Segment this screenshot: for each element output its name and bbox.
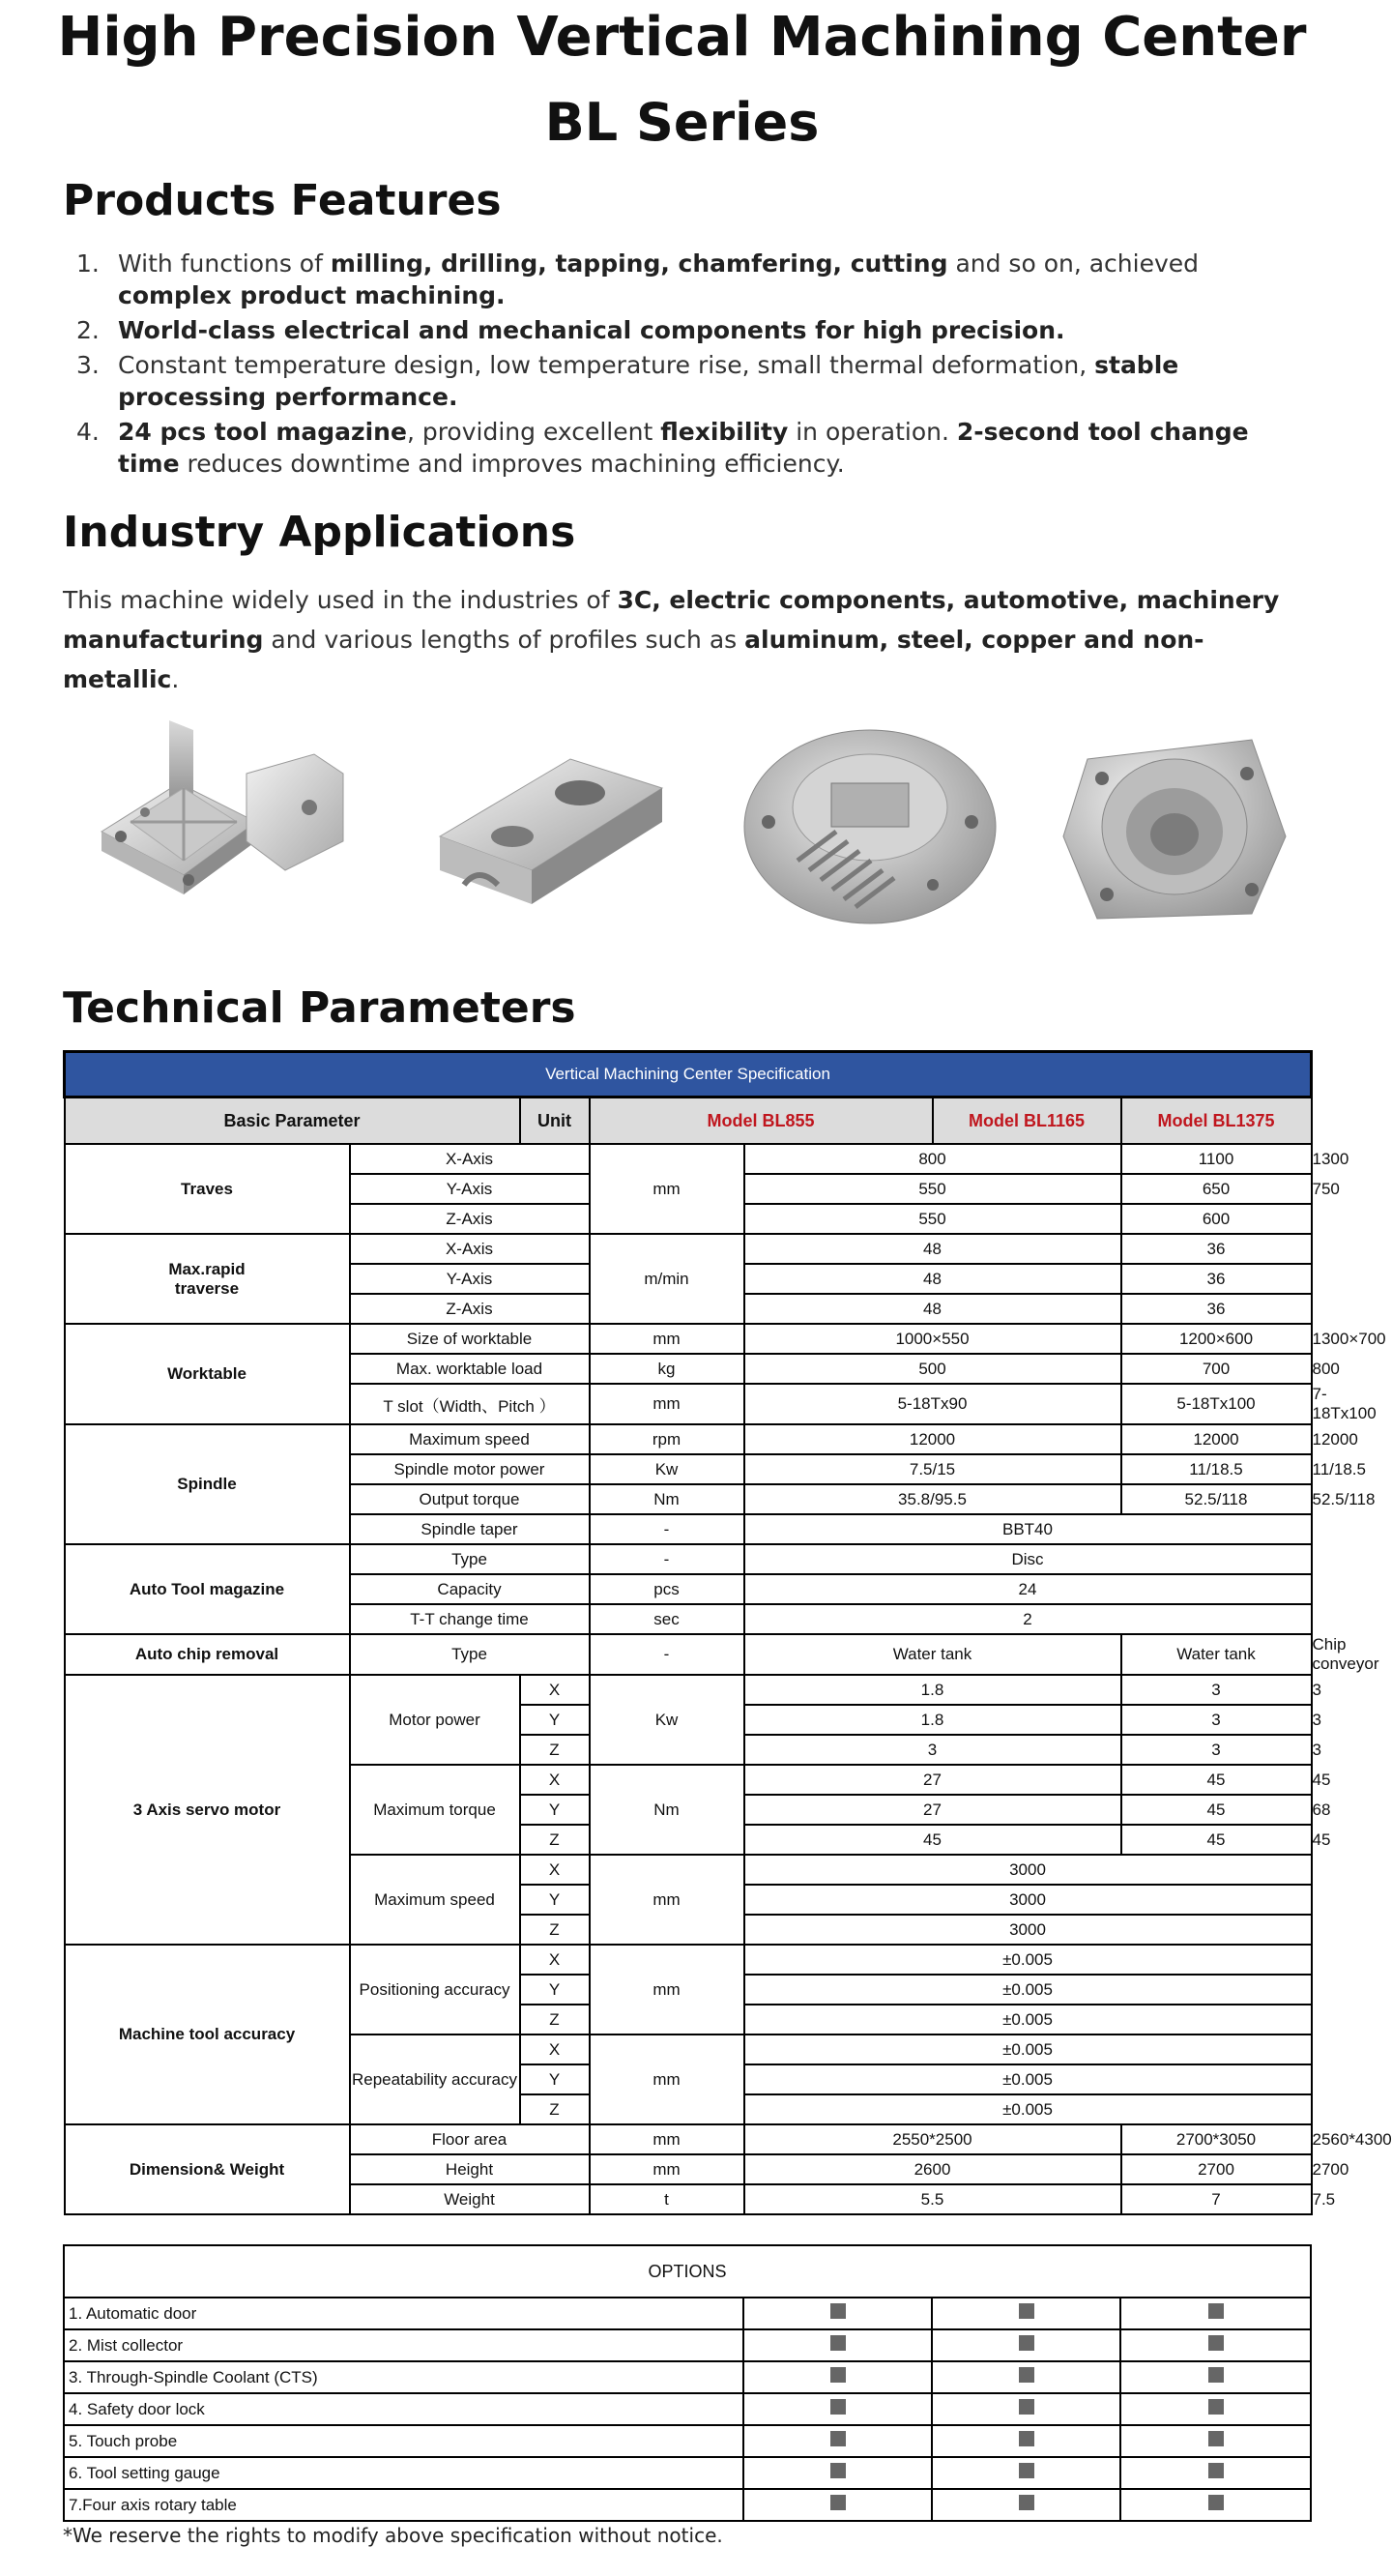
spec-value: Disc (744, 1544, 1312, 1574)
option-available-icon (830, 2431, 846, 2446)
spec-axis-label: Y (520, 1705, 590, 1735)
option-available-icon (1208, 2463, 1224, 2478)
spec-axis-label: X (520, 1945, 590, 1975)
applications-text-part: aluminum, steel, copper and non-metallic (63, 626, 1204, 693)
spec-row: Auto chip removal Type - Water tank Water tank Chip conveyor (65, 1634, 1312, 1675)
option-mark-cell (1120, 2298, 1311, 2329)
spec-unit: mm (590, 2154, 744, 2184)
feature-text: milling, drilling, tapping, chamfering, cutting (330, 249, 948, 278)
header-model: Model BL855 (590, 1098, 933, 1145)
spec-unit: - (590, 1634, 744, 1675)
spec-group-label: Auto chip removal (65, 1634, 350, 1675)
option-available-icon (1208, 2495, 1224, 2510)
spec-row: T slot（Width、Pitch ） mm 5-18Tx90 5-18Tx100 7-18Tx100 (65, 1384, 1312, 1424)
spec-value: 48 (744, 1234, 1121, 1264)
option-row (64, 2329, 1311, 2361)
header-basic-parameter: Basic Parameter (65, 1098, 520, 1145)
spec-table (63, 1050, 1392, 2215)
parts-gallery (0, 706, 1364, 938)
spec-row (65, 1945, 1312, 1975)
spec-group-label: Machine tool accuracy (65, 1945, 350, 2124)
spec-value: 1.8 (744, 1705, 1121, 1735)
spec-axis-label: X (520, 1675, 590, 1705)
spec-value: 3 (1121, 1705, 1312, 1735)
spec-sub-label: Y-Axis (350, 1174, 590, 1204)
option-row (64, 2489, 1311, 2521)
spec-sub-label: Maximum speed (350, 1424, 590, 1454)
option-mark-cell (1120, 2361, 1311, 2393)
spec-banner: Vertical Machining Center Specification (65, 1052, 1312, 1098)
spec-sub-label: Spindle motor power (350, 1454, 590, 1484)
spec-value: 27 (744, 1765, 1121, 1795)
spec-value: ±0.005 (744, 1975, 1312, 2005)
spec-unit: mm (590, 1144, 744, 1234)
spec-group-label: Worktable (65, 1324, 350, 1424)
header-unit: Unit (520, 1098, 590, 1145)
option-mark-cell (932, 2457, 1120, 2489)
features-list (63, 248, 1310, 483)
option-mark-cell (1120, 2457, 1311, 2489)
spec-axis-label: Z (520, 1915, 590, 1945)
option-available-icon (1208, 2303, 1224, 2319)
spec-sub-label: Repeatability accuracy (350, 2034, 520, 2124)
option-mark-cell (743, 2329, 932, 2361)
bracket-part-image (92, 716, 362, 933)
spec-row: Traves X-Axis mm 800 1100 1300 (65, 1144, 1312, 1174)
option-row (64, 2393, 1311, 2425)
applications-text-part: . (171, 665, 180, 693)
option-mark-cell (932, 2425, 1120, 2457)
spec-value: 45 (744, 1825, 1121, 1855)
features-heading: Products Features (63, 176, 502, 225)
spec-value: 2 (744, 1604, 1312, 1634)
option-available-icon (1208, 2335, 1224, 2351)
spec-value: 36 (1121, 1234, 1312, 1264)
spec-sub-label: Maximum speed (350, 1855, 520, 1945)
spec-row: Y-Axis 550 650 750 (65, 1174, 1312, 1204)
header-model: Model BL1165 (933, 1098, 1121, 1145)
option-available-icon (830, 2463, 846, 2478)
spec-sub-label: X-Axis (350, 1234, 590, 1264)
spec-sub-label: T slot（Width、Pitch ） (350, 1384, 590, 1424)
option-label: 3. Through-Spindle Coolant (CTS) (64, 2361, 743, 2393)
spec-value: 600 (1121, 1204, 1312, 1234)
spec-unit: - (590, 1544, 744, 1574)
spec-row: Dimension& Weight Floor area mm 2550*2500 2700*3050 2560*4300 (65, 2124, 1312, 2154)
technical-heading: Technical Parameters (63, 983, 576, 1033)
spec-row: Maximum torque X Nm 27 45 45 (65, 1765, 1312, 1795)
option-available-icon (830, 2399, 846, 2415)
page-title: High Precision Vertical Machining Center (57, 6, 1307, 69)
option-row (64, 2361, 1311, 2393)
spec-value: 3 (744, 1735, 1121, 1765)
spec-unit: - (590, 1514, 744, 1544)
spec-value: 550 (744, 1204, 1121, 1234)
option-available-icon (1019, 2463, 1034, 2478)
option-label: 2. Mist collector (64, 2329, 743, 2361)
spec-sub-label: X-Axis (350, 1144, 590, 1174)
option-available-icon (1019, 2367, 1034, 2383)
spec-value: ±0.005 (744, 2064, 1312, 2094)
spec-row: Height mm 2600 2700 2700 (65, 2154, 1312, 2184)
option-available-icon (1019, 2431, 1034, 2446)
spec-section (63, 1050, 1392, 2522)
feature-text: Constant temperature design, low temperature rise, small thermal deformation, (118, 351, 1095, 379)
applications-text (63, 580, 1310, 699)
spec-row: Max. worktable load kg 500 700 800 (65, 1354, 1312, 1384)
spec-axis-label: X (520, 2034, 590, 2064)
spec-group-label: Spindle (65, 1424, 350, 1544)
spec-sub-label: Motor power (350, 1675, 520, 1765)
option-row (64, 2425, 1311, 2457)
spec-sub-label: Positioning accuracy (350, 1945, 520, 2034)
spec-sub-label: Spindle taper (350, 1514, 590, 1544)
feature-text: With functions of (118, 249, 331, 278)
option-label: 5. Touch probe (64, 2425, 743, 2457)
option-mark-cell (932, 2489, 1120, 2521)
feature-text: stable processing performance. (118, 351, 1179, 411)
spec-axis-label: Z (520, 1735, 590, 1765)
feature-text: complex product machining. (118, 281, 506, 309)
spec-value: 3000 (744, 1855, 1312, 1885)
spec-group-label: Dimension& Weight (65, 2124, 350, 2214)
spec-unit: Nm (590, 1765, 744, 1855)
spec-sub-label: Height (350, 2154, 590, 2184)
applications-heading: Industry Applications (63, 508, 576, 557)
spec-group-label: Auto Tool magazine (65, 1544, 350, 1634)
spec-value: 52.5/118 (1121, 1484, 1312, 1514)
spec-sub-label: Size of worktable (350, 1324, 590, 1354)
header-model: Model BL1375 (1121, 1098, 1312, 1145)
spec-value: 2600 (744, 2154, 1121, 2184)
spec-value: 24 (744, 1574, 1312, 1604)
option-available-icon (830, 2335, 846, 2351)
spec-value: 3 (1121, 1735, 1312, 1765)
spec-value: 45 (1121, 1825, 1312, 1855)
spec-row: Output torque Nm 35.8/95.5 52.5/118 52.5/118 (65, 1484, 1312, 1514)
spec-value: 550 (744, 1174, 1121, 1204)
option-mark-cell (932, 2329, 1120, 2361)
spec-value: ±0.005 (744, 2094, 1312, 2124)
spec-value: 12000 (744, 1424, 1121, 1454)
spec-unit: mm (590, 1324, 744, 1354)
feature-text: 2-second tool change time (118, 418, 1249, 478)
spec-sub-label: Z-Axis (350, 1204, 590, 1234)
spec-value: 800 (744, 1144, 1121, 1174)
spec-value: Water tank (1121, 1634, 1312, 1675)
feature-number: 2. (76, 316, 100, 344)
spec-row: Spindle Maximum speed rpm 12000 12000 12000 (65, 1424, 1312, 1454)
spec-axis-label: Y (520, 2064, 590, 2094)
spec-axis-label: Z (520, 2094, 590, 2124)
spec-value: ±0.005 (744, 2005, 1312, 2034)
spec-value: 1100 (1121, 1144, 1312, 1174)
spec-row: Worktable Size of worktable mm 1000×550 1200×600 1300×700 (65, 1324, 1312, 1354)
spec-row: Spindle motor power Kw 7.5/15 11/18.5 11/18.5 (65, 1454, 1312, 1484)
spec-unit: mm (590, 2124, 744, 2154)
spec-axis-label: Y (520, 1975, 590, 2005)
spec-value: 5-18Tx100 (1121, 1384, 1312, 1424)
spec-value: 5.5 (744, 2184, 1121, 2214)
option-available-icon (1208, 2399, 1224, 2415)
spec-unit: m/min (590, 1234, 744, 1324)
feature-number: 4. (76, 418, 100, 446)
spec-sub-label: Maximum torque (350, 1765, 520, 1855)
spec-value: 3000 (744, 1885, 1312, 1915)
spec-sub-label: Max. worktable load (350, 1354, 590, 1384)
spec-value: 45 (1121, 1795, 1312, 1825)
spec-sub-label: Capacity (350, 1574, 590, 1604)
option-row (64, 2457, 1311, 2489)
spec-unit: rpm (590, 1424, 744, 1454)
spec-value: 35.8/95.5 (744, 1484, 1121, 1514)
options-table (63, 2244, 1312, 2522)
page-subtitle: BL Series (544, 92, 820, 153)
option-row (64, 2298, 1311, 2329)
feature-number: 1. (76, 249, 100, 278)
option-available-icon (1019, 2335, 1034, 2351)
option-available-icon (1019, 2303, 1034, 2319)
spec-axis-label: Z (520, 1825, 590, 1855)
spec-unit: pcs (590, 1574, 744, 1604)
feature-text: , providing excellent (406, 418, 661, 446)
spec-value: ±0.005 (744, 2034, 1312, 2064)
spec-sub-label: Z-Axis (350, 1294, 590, 1324)
spec-unit: mm (590, 2034, 744, 2124)
option-mark-cell (743, 2393, 932, 2425)
option-mark-cell (932, 2298, 1120, 2329)
spec-row: Y 1.8 3 3 (65, 1705, 1312, 1735)
feature-text: reduces downtime and improves machining efficiency. (179, 450, 845, 478)
spec-row: Z 45 45 45 (65, 1825, 1312, 1855)
spec-value: 1000×550 (744, 1324, 1121, 1354)
heatsink-housing-part-image (740, 716, 1000, 933)
spec-unit: mm (590, 1855, 744, 1945)
feature-text: World-class electrical and mechanical components for high precision. (118, 316, 1065, 344)
option-available-icon (830, 2303, 846, 2319)
spec-value: 7.5/15 (744, 1454, 1121, 1484)
spec-row: Weight t 5.5 7 7.5 (65, 2184, 1312, 2214)
feature-item (63, 349, 1310, 413)
option-mark-cell (743, 2298, 932, 2329)
spec-unit: Kw (590, 1454, 744, 1484)
spec-value: 12000 (1121, 1424, 1312, 1454)
spec-sub-label: T-T change time (350, 1604, 590, 1634)
spec-group-label: 3 Axis servo motor (65, 1675, 350, 1945)
spec-group-label: Max.rapid traverse (65, 1234, 350, 1324)
option-mark-cell (1120, 2329, 1311, 2361)
option-available-icon (1208, 2431, 1224, 2446)
option-label: 4. Safety door lock (64, 2393, 743, 2425)
spec-sub-label: Y-Axis (350, 1264, 590, 1294)
spec-value: 650 (1121, 1174, 1312, 1204)
option-mark-cell (743, 2361, 932, 2393)
option-label: 1. Automatic door (64, 2298, 743, 2329)
spec-value: 500 (744, 1354, 1121, 1384)
option-available-icon (830, 2495, 846, 2510)
feature-text: and so on, achieved (947, 249, 1200, 278)
spec-row (65, 1234, 1312, 1264)
round-housing-part-image (1058, 720, 1290, 933)
option-mark-cell (743, 2457, 932, 2489)
spec-sub-label: Output torque (350, 1484, 590, 1514)
spec-group-label: Traves (65, 1144, 350, 1234)
option-mark-cell (1120, 2489, 1311, 2521)
footnote: *We reserve the rights to modify above specification without notice. (63, 2524, 723, 2547)
spec-unit: Kw (590, 1675, 744, 1765)
spec-axis-label: X (520, 1765, 590, 1795)
spec-value: 1.8 (744, 1675, 1121, 1705)
option-label: 7.Four axis rotary table (64, 2489, 743, 2521)
spec-sub-label: Type (350, 1634, 590, 1675)
spec-value: 700 (1121, 1354, 1312, 1384)
spec-unit: mm (590, 1945, 744, 2034)
option-mark-cell (932, 2393, 1120, 2425)
spec-value: BBT40 (744, 1514, 1312, 1544)
spec-value: 36 (1121, 1294, 1312, 1324)
option-available-icon (1019, 2495, 1034, 2510)
spec-value: 2700 (1121, 2154, 1312, 2184)
spec-unit: sec (590, 1604, 744, 1634)
spec-axis-label: Y (520, 1795, 590, 1825)
spec-value: 7 (1121, 2184, 1312, 2214)
spec-row: Z 3 3 3 (65, 1735, 1312, 1765)
feature-item (63, 248, 1310, 311)
spec-value: 45 (1121, 1765, 1312, 1795)
option-mark-cell (743, 2489, 932, 2521)
spec-axis-label: X (520, 1855, 590, 1885)
spec-value: 5-18Tx90 (744, 1384, 1121, 1424)
spec-value: 36 (1121, 1264, 1312, 1294)
spec-row: 3 Axis servo motor Motor power X Kw 1.8 3 3 (65, 1675, 1312, 1705)
spec-row (65, 1544, 1312, 1574)
feature-text: in operation. (788, 418, 957, 446)
spec-axis-label: Y (520, 1885, 590, 1915)
spec-value: 2550*2500 (744, 2124, 1121, 2154)
spec-unit: t (590, 2184, 744, 2214)
spec-value: 1200×600 (1121, 1324, 1312, 1354)
spec-value: ±0.005 (744, 1945, 1312, 1975)
option-available-icon (1208, 2367, 1224, 2383)
spec-unit: kg (590, 1354, 744, 1384)
spec-value: 27 (744, 1795, 1121, 1825)
applications-text-part: 3C, electric components, automotive, machinery manufacturing (63, 586, 1280, 654)
option-mark-cell (1120, 2425, 1311, 2457)
spec-sub-label: Type (350, 1544, 590, 1574)
spec-sub-label: Weight (350, 2184, 590, 2214)
option-mark-cell (1120, 2393, 1311, 2425)
spec-axis-label: Z (520, 2005, 590, 2034)
option-available-icon (830, 2367, 846, 2383)
option-label: 6. Tool setting gauge (64, 2457, 743, 2489)
spec-unit: mm (590, 1384, 744, 1424)
feature-text: flexibility (660, 418, 789, 446)
option-mark-cell (932, 2361, 1120, 2393)
spec-value: 11/18.5 (1121, 1454, 1312, 1484)
applications-text-part: This machine widely used in the industries of (63, 586, 618, 614)
feature-number: 3. (76, 351, 100, 379)
spec-value: 2700*3050 (1121, 2124, 1312, 2154)
feature-item (63, 416, 1310, 480)
feature-item (63, 314, 1310, 346)
spec-value: 3 (1121, 1675, 1312, 1705)
spec-value: Water tank (744, 1634, 1121, 1675)
spec-sub-label: Floor area (350, 2124, 590, 2154)
applications-text-part: and various lengths of profiles such as (263, 626, 745, 654)
spec-value: 48 (744, 1294, 1121, 1324)
feature-text: 24 pcs tool magazine (118, 418, 407, 446)
option-available-icon (1019, 2399, 1034, 2415)
option-mark-cell (743, 2425, 932, 2457)
spec-value: 48 (744, 1264, 1121, 1294)
spec-value: 3000 (744, 1915, 1312, 1945)
clip-part-image (435, 749, 667, 914)
spec-row: Y 27 45 68 (65, 1795, 1312, 1825)
spec-unit: Nm (590, 1484, 744, 1514)
options-heading: OPTIONS (64, 2245, 1311, 2298)
